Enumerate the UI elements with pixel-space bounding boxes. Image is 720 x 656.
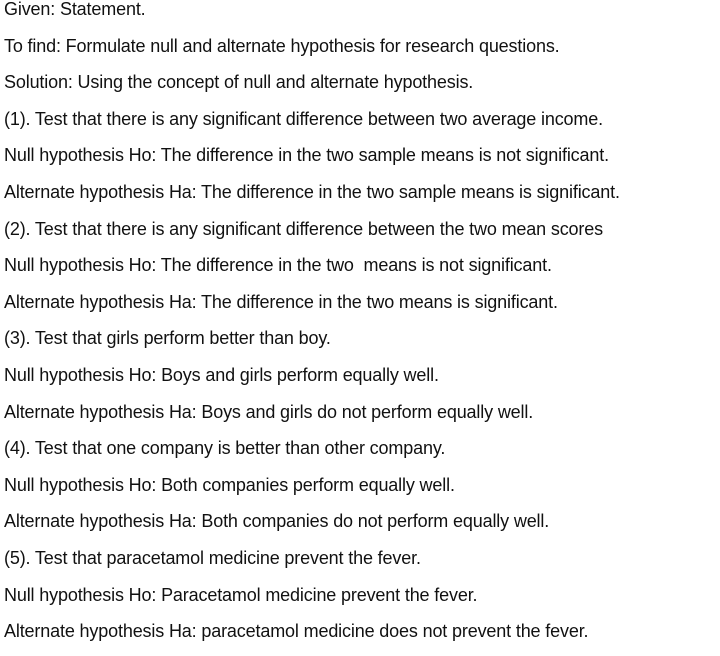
alternate-hypothesis-3: Alternate hypothesis Ha: Boys and girls do not perform equally well. <box>4 401 534 422</box>
alternate-hypothesis-4: Alternate hypothesis Ha: Both companies do not perform equally well. <box>4 511 550 532</box>
null-hypothesis-5: Null hypothesis Ho: Paracetamol medicine prevent the fever. <box>4 584 478 605</box>
alternate-hypothesis-2: Alternate hypothesis Ha: The difference in the two means is significant. <box>4 291 558 312</box>
solution-line: Solution: Using the concept of null and alternate hypothesis. <box>4 72 474 93</box>
to-find-line: To find: Formulate null and alternate hypothesis for research questions. <box>4 35 560 56</box>
null-hypothesis-2: Null hypothesis Ho: The difference in the two means is not significant. <box>4 255 552 276</box>
question-3: (3). Test that girls perform better than boy. <box>4 328 331 349</box>
question-5: (5). Test that paracetamol medicine prevent the fever. <box>4 547 421 568</box>
question-2: (2). Test that there is any significant difference between the two mean scores <box>4 218 603 239</box>
question-4: (4). Test that one company is better than other company. <box>4 438 446 459</box>
question-1: (1). Test that there is any significant difference between two average income. <box>4 108 603 129</box>
null-hypothesis-3: Null hypothesis Ho: Boys and girls perform equally well. <box>4 364 439 385</box>
document-body <box>4 0 720 656</box>
null-hypothesis-4: Null hypothesis Ho: Both companies perform equally well. <box>4 474 455 495</box>
alternate-hypothesis-5: Alternate hypothesis Ha: paracetamol medicine does not prevent the fever. <box>4 621 589 642</box>
alternate-hypothesis-1: Alternate hypothesis Ha: The difference in the two sample means is significant. <box>4 181 620 202</box>
given-line: Given: Statement. <box>4 0 146 19</box>
null-hypothesis-1: Null hypothesis Ho: The difference in the two sample means is not significant. <box>4 145 609 166</box>
